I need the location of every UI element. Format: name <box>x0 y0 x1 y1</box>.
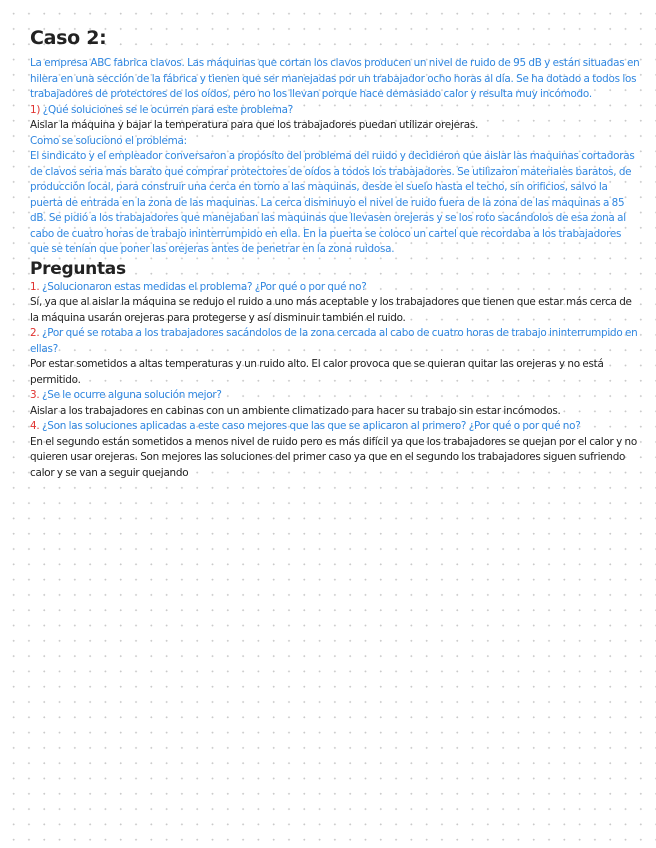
q1-answer: Aislar la máquina y bajar la temperatura para que los trabajadores puedan utilizar orejeras. <box>30 119 479 131</box>
answer-3: Aislar a los trabajadores en cabinas con un ambiente climatizado para hacer su trabajo sin estar incómodos. <box>30 404 561 417</box>
question-2-number: 2. <box>30 327 40 339</box>
question-1-number: 1. <box>30 280 40 293</box>
question-1-text: ¿Solucionaron estas medidas el problema? ¿Por qué o por qué no? <box>41 280 367 293</box>
answer-2: Por estar sometidos a altas temperaturas y un ruido alto. El calor provoca que se quieran quitar las orejeras y no está permitido. <box>30 358 604 386</box>
case-title: Caso 2: <box>30 27 107 49</box>
answer-1: Sí, ya que al aislar la máquina se redujo el ruido a uno más aceptable y los trabajadores que tienen que estar más cerca de la máquina usarán orejeras para protegerse y así disminuir también el ruido. <box>30 296 632 324</box>
question-3-text: ¿Se le ocurre alguna solución mejor? <box>41 389 222 401</box>
intro-paragraph: La empresa ABC fabrica clavos. Las máquinas que cortan los clavos producen un nivel de ruido de 95 dB y están situadas en hilera en una sección de la fábrica y tienen que ser manejadas por un trabajador ocho horas al día. Se ha dotado a todos los trabajadores de protectores de los oídos, pero no los llevan porque hace demasiado calor y resulta muy incómodo. <box>30 57 640 100</box>
question-3 <box>30 388 642 404</box>
solution-paragraph: El sindicato y el empleador conversaron a propósito del problema del ruido y decidieron que aislar las maquinas cortadoras de clavos seria mas barato que comprar protectores de oídos a todos los trabajadores. Se utilizaron materiales baratos, de producción local, para construir una cerca en torno a las maquinas, desde el suelo hasta el techo, sin orificios, salvo la puerta de entrada en la zona de las maquinas. La cerca disminuyo el nivel de ruido fuera de la zona de las maquinas a 85 dB. Se pidió a los trabajadores que manejaban las maquinas que llevasen orejeras y se los roto sacándolos de esa zona al cabo de cuatro horas de trabajo ininterrumpido en ella. En la puerta se coloco un cartel que recordaba a los trabajadores que se tenían que poner las orejeras antes de penetrar en la zona ruidosa. <box>30 150 635 255</box>
question-2-text: ¿Por qué se rotaba a los trabajadores sacándolos de la zona cercada al cabo de cuatro horas de trabajo ininterrumpido en ellas? <box>30 327 638 355</box>
question-4-number: 4. <box>30 420 40 432</box>
question-2 <box>30 326 642 357</box>
question-1 <box>30 280 642 296</box>
solution-heading: Como se soluciono el problema: <box>30 134 187 147</box>
question-4 <box>30 419 642 435</box>
q1-question: ¿Qué soluciones se le ocurren para este problema? <box>42 103 293 116</box>
question-3-number: 3. <box>30 389 40 401</box>
document-page <box>30 26 642 481</box>
answer-4: En el segundo están sometidos a menos nivel de ruido pero es más difícil ya que los trabajadores se quejan por el calor y no quieren usar orejeras. Son mejores las soluciones del primer caso ya que en el segundo los trabajadores siguen sufriendo calor y se van a seguir quejando <box>30 435 637 479</box>
question-4-text: ¿Son las soluciones aplicadas a este caso mejores que las que se aplicaron al primero? ¿Por qué o por qué no? <box>41 420 581 432</box>
q1-number: 1) <box>30 103 41 116</box>
questions-heading: Preguntas <box>30 258 126 279</box>
q1-question-line <box>30 103 642 119</box>
